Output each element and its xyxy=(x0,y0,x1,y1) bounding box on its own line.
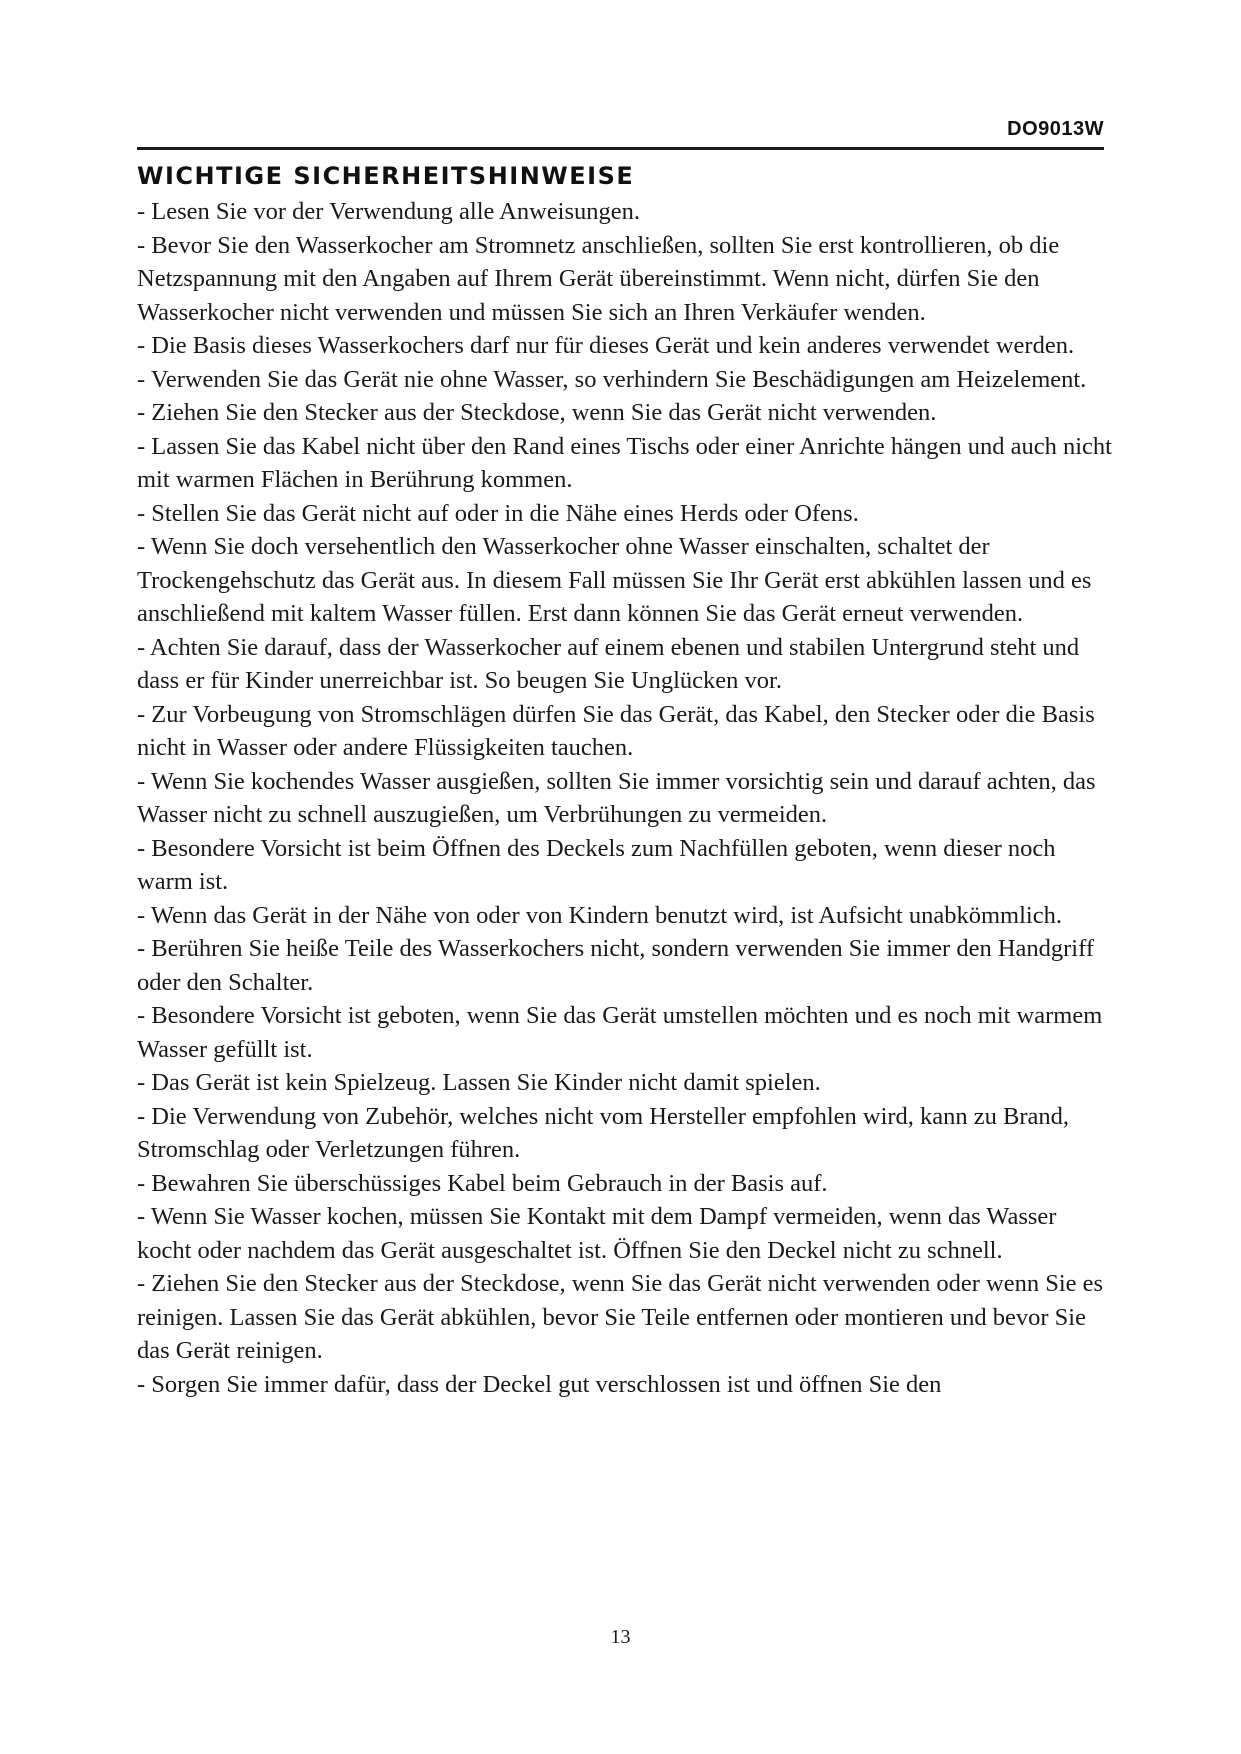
instruction-item: - Zur Vorbeugung von Stromschlägen dürfen Sie das Gerät, das Kabel, den Stecker oder die Basis nicht in Wasser oder andere Flüssigkeiten tauchen. xyxy=(137,700,1095,761)
instruction-item: - Wenn das Gerät in der Nähe von oder von Kindern benutzt wird, ist Aufsicht unabkömmlich. xyxy=(137,901,1062,929)
header-rule xyxy=(137,147,1104,150)
instruction-item: - Wenn Sie Wasser kochen, müssen Sie Kontakt mit dem Dampf vermeiden, wenn das Wasser kocht oder nachdem das Gerät ausgeschaltet ist. Öffnen Sie den Deckel nicht zu schnell. xyxy=(137,1203,1057,1264)
instruction-item: - Stellen Sie das Gerät nicht auf oder in die Nähe eines Herds oder Ofens. xyxy=(137,499,859,527)
instruction-item: - Verwenden Sie das Gerät nie ohne Wasser, so verhindern Sie Beschädigungen am Heizelement. xyxy=(137,365,1087,393)
instruction-item: - Wenn Sie kochendes Wasser ausgießen, sollten Sie immer vorsichtig sein und darauf achten, das Wasser nicht zu schnell auszugießen, um Verbrühungen zu vermeiden. xyxy=(137,767,1096,828)
page-number: 13 xyxy=(610,1626,631,1648)
instruction-item: - Lesen Sie vor der Verwendung alle Anweisungen. xyxy=(137,198,641,225)
instruction-item: - Bewahren Sie überschüssiges Kabel beim Gebrauch in der Basis auf. xyxy=(137,1169,828,1197)
instruction-item: - Ziehen Sie den Stecker aus der Steckdose, wenn Sie das Gerät nicht verwenden. xyxy=(137,399,937,426)
instruction-item: - Wenn Sie doch versehentlich den Wasserkocher ohne Wasser einschalten, schaltet der Trockengehschutz das Gerät aus. In diesem Fall müssen Sie Ihr Gerät erst abkühlen lassen und es anschließend mit kaltem Wasser füllen. Erst dann können Sie das Gerät erneut verwenden. xyxy=(137,533,1092,627)
instruction-item: - Sorgen Sie immer dafür, dass der Deckel gut verschlossen ist und öffnen Sie den xyxy=(137,1370,942,1398)
instruction-item: - Die Basis dieses Wasserkochers darf nur für dieses Gerät und kein anderes verwendet werden. xyxy=(137,332,1075,359)
instruction-item: - Lassen Sie das Kabel nicht über den Rand eines Tischs oder einer Anrichte hängen und auch nicht mit warmen Flächen in Berührung kommen. xyxy=(137,432,1112,493)
instruction-item: - Besondere Vorsicht ist beim Öffnen des Deckels zum Nachfüllen geboten, wenn dieser noch warm ist. xyxy=(137,834,1056,895)
instruction-item: - Ziehen Sie den Stecker aus der Steckdose, wenn Sie das Gerät nicht verwenden oder wenn Sie es reinigen. Lassen Sie das Gerät abkühlen, bevor Sie Teile entfernen oder montieren und bevor Sie das Gerät reinigen. xyxy=(137,1270,1104,1364)
instruction-item: - Das Gerät ist kein Spielzeug. Lassen Sie Kinder nicht damit spielen. xyxy=(137,1069,821,1096)
instruction-item: - Achten Sie darauf, dass der Wasserkocher auf einem ebenen und stabilen Untergrund steht und dass er für Kinder unerreichbar ist. So beugen Sie Unglücken vor. xyxy=(137,633,1080,694)
instruction-item: - Die Verwendung von Zubehör, welches nicht vom Hersteller empfohlen wird, kann zu Brand, Stromschlag oder Verletzungen führen. xyxy=(137,1102,1070,1163)
instruction-item: - Berühren Sie heiße Teile des Wasserkochers nicht, sondern verwenden Sie immer den Handgriff oder den Schalter. xyxy=(137,935,1094,996)
model-code: DO9013W xyxy=(1007,118,1104,140)
instruction-item: - Besondere Vorsicht ist geboten, wenn Sie das Gerät umstellen möchten und es noch mit warmem Wasser gefüllt ist. xyxy=(137,1002,1103,1063)
instruction-item: - Bevor Sie den Wasserkocher am Stromnetz anschließen, sollten Sie erst kontrollieren, ob die Netzspannung mit den Angaben auf Ihrem Gerät übereinstimmt. Wenn nicht, dürfen Sie den Wasserkocher nicht verwenden und müssen Sie sich an Ihren Verkäufer wenden. xyxy=(137,231,1060,326)
safety-instructions-list xyxy=(137,195,1112,1401)
section-title: WICHTIGE SICHERHEITSHINWEISE xyxy=(137,162,635,190)
